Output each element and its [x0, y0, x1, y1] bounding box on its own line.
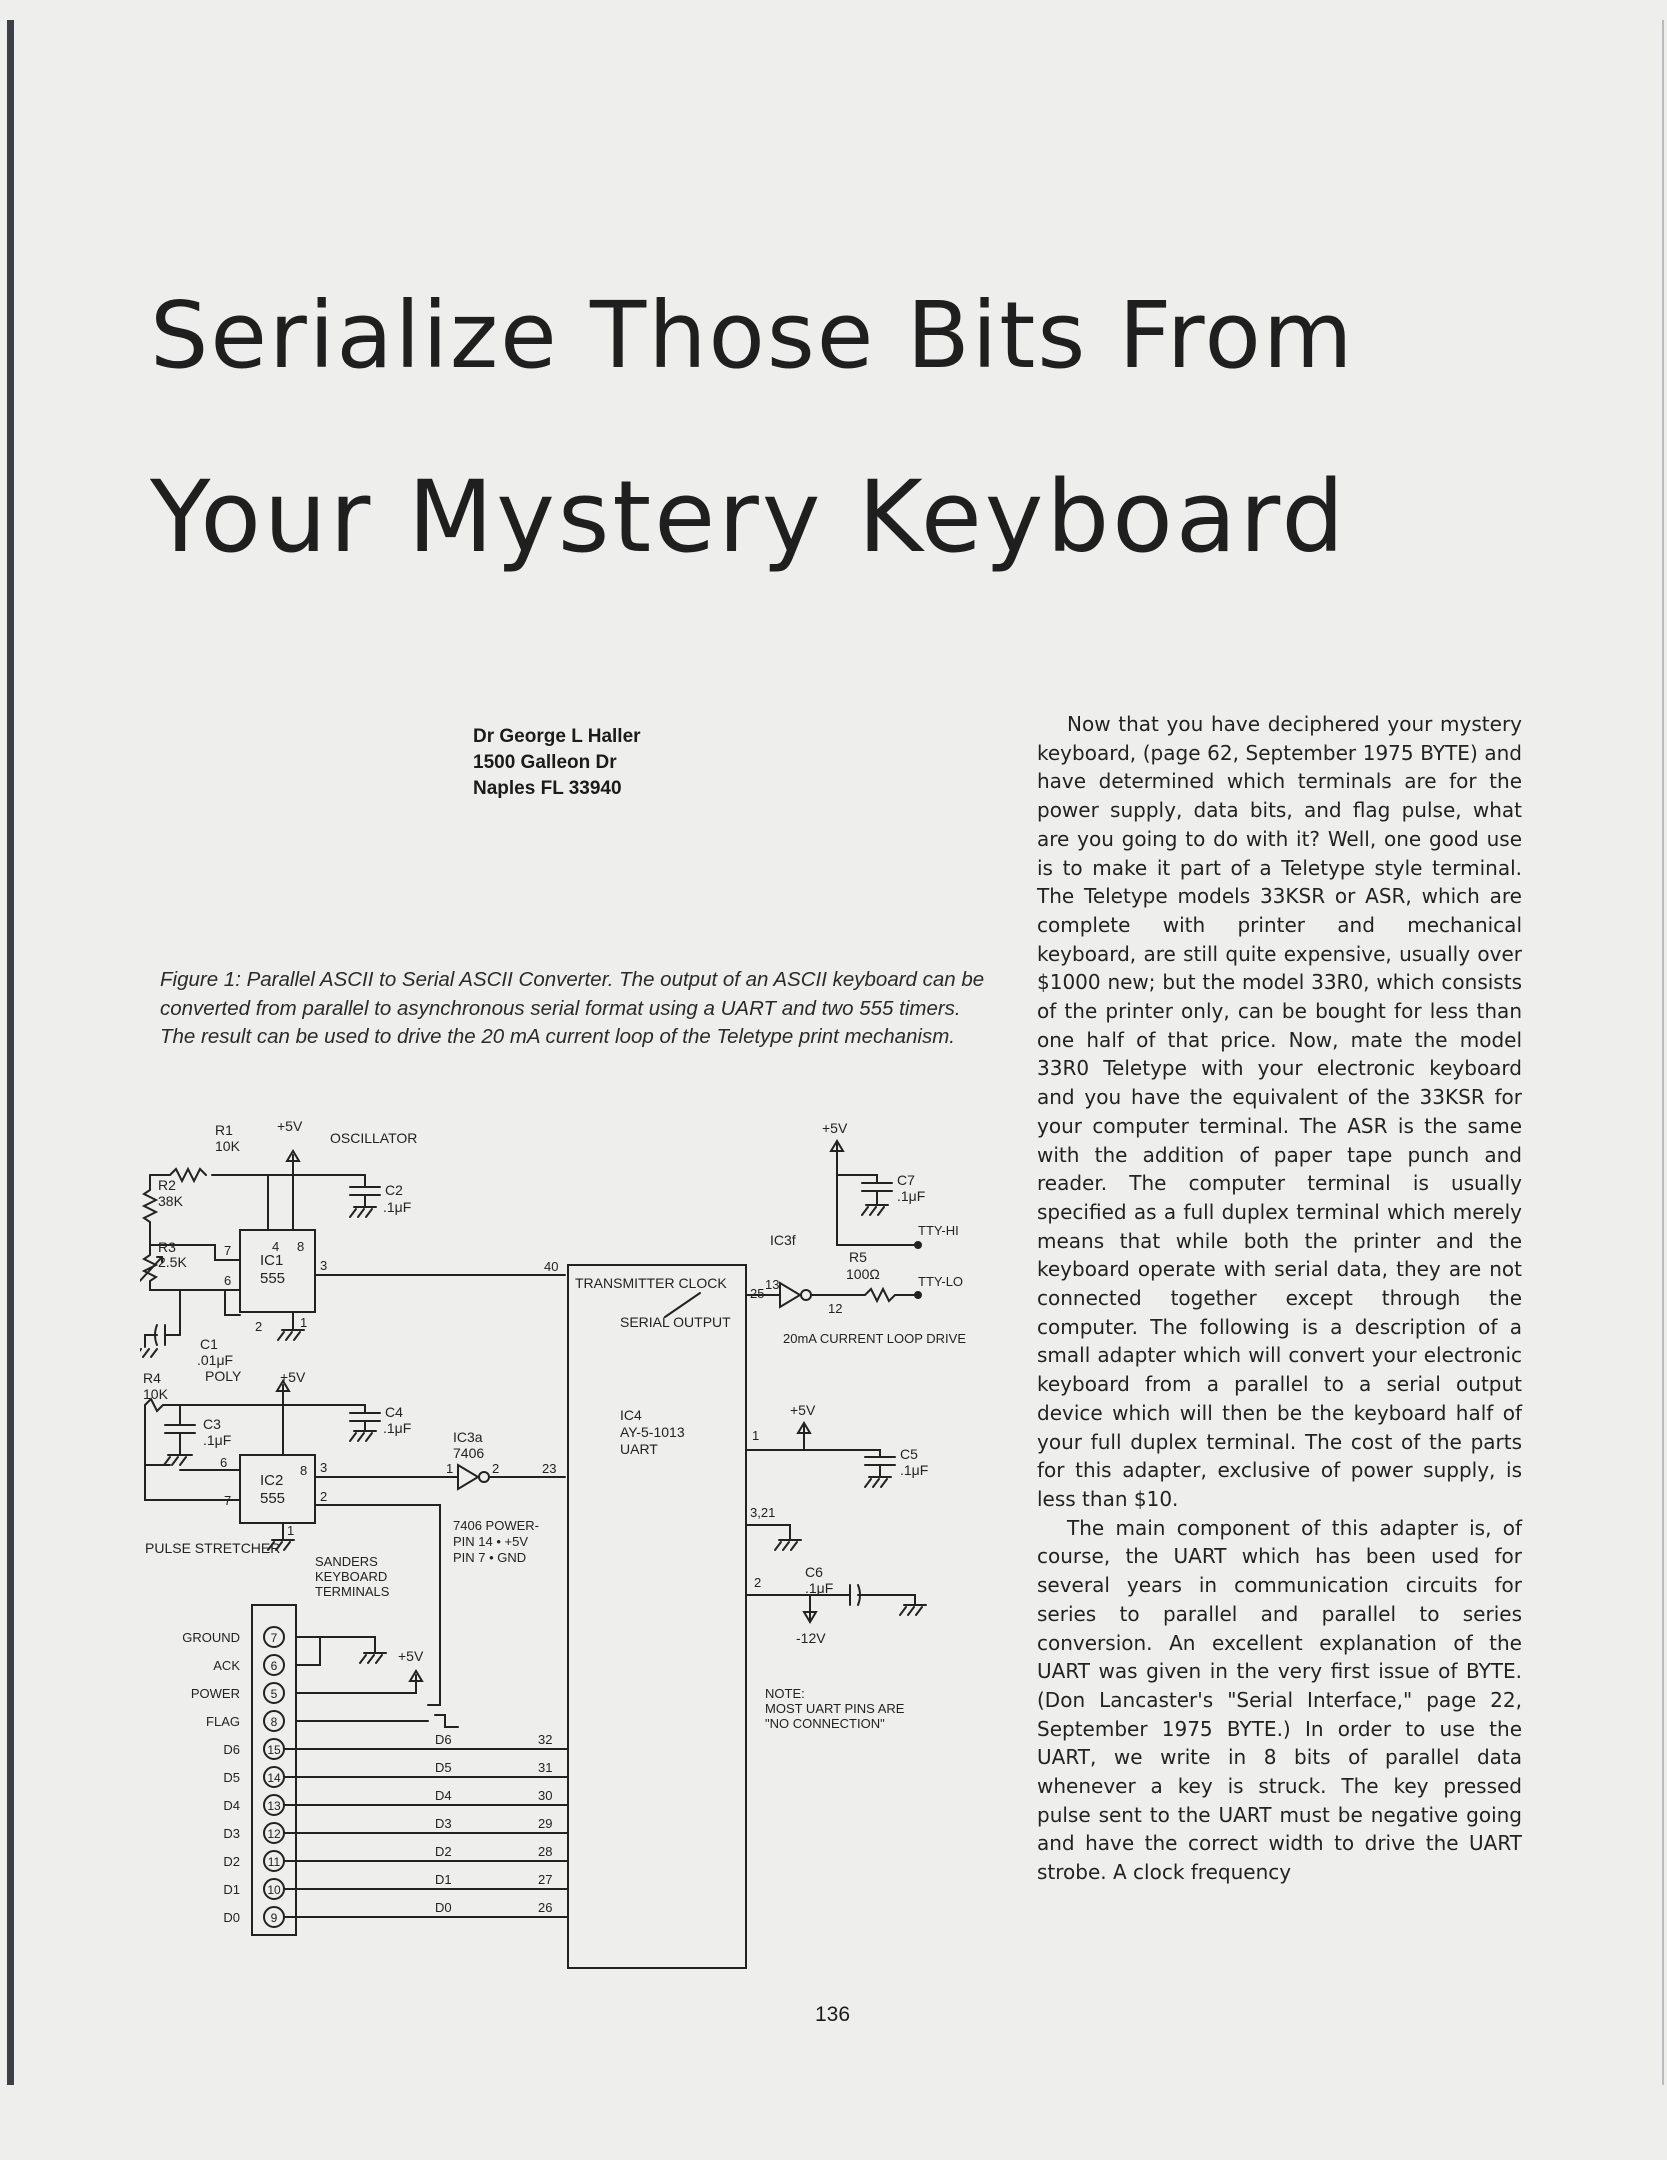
- ic3a-inverter: [315, 1465, 565, 1489]
- ic1-pin4-pin8-wire: [268, 1175, 293, 1230]
- r2-resistor: [144, 1175, 156, 1245]
- ic3a-pin-in: 1: [446, 1461, 454, 1476]
- plus5v-top: +5V: [822, 1120, 848, 1136]
- terminal-number-10: 10: [267, 1883, 281, 1897]
- uart-pin-28: 28: [538, 1844, 553, 1859]
- current-loop-label: 20mA CURRENT LOOP DRIVE: [783, 1331, 967, 1346]
- uart-input-label-d5: D5: [435, 1760, 452, 1775]
- ic2-pin2: 2: [320, 1489, 328, 1504]
- uart-ground-321: [746, 1525, 801, 1550]
- note-line3: "NO CONNECTION": [765, 1716, 885, 1731]
- minus12v-arrow: [804, 1595, 816, 1622]
- uart-input-label-d4: D4: [435, 1788, 452, 1803]
- note-line2: MOST UART PINS ARE: [765, 1701, 905, 1716]
- uart-pin-29: 29: [538, 1816, 553, 1831]
- terminal-number-6: 6: [270, 1659, 278, 1673]
- ic2-pin7: 7: [224, 1493, 232, 1508]
- r1-resistor: [150, 1169, 365, 1181]
- sanders-label-2: KEYBOARD: [315, 1569, 388, 1584]
- ic1-type: 555: [260, 1270, 286, 1287]
- ic4-uart-box: [568, 1265, 746, 1968]
- ic3a-pin-out: 2: [492, 1461, 500, 1476]
- c1-value: .01μF: [197, 1352, 234, 1368]
- ic2-pin8: 8: [300, 1463, 308, 1478]
- plus5v-keyboard: +5V: [398, 1648, 424, 1664]
- terminal-label-ack: ACK: [213, 1658, 240, 1673]
- ic4-kind: UART: [620, 1441, 658, 1457]
- terminal-label-power: POWER: [190, 1686, 240, 1701]
- oscillator-section: [140, 1118, 565, 1384]
- note-line1: NOTE:: [765, 1686, 805, 1701]
- body-paragraph-2: The main component of this adapter is, of course, the UART which has been used for several years in communication circuits for series to parallel and parallel to series conversion. An excellent explanation of the UART was given in the very first issue of BYTE. (Don Lancaster's "Serial Interface," page 22, September 1975 BYTE.) In order to use the UART, we write in 8 bits of parallel data whenever a key is struck. The key pressed pulse sent to the UART must be negative going and have the correct width to drive the UART strobe. A clock frequency: [1037, 1515, 1522, 1885]
- ic1-pin7: 7: [224, 1243, 232, 1258]
- plus5v-osc: +5V: [277, 1118, 303, 1134]
- circuit-schematic: [140, 1115, 1000, 1975]
- uart-input-label-d0: D0: [435, 1900, 452, 1915]
- right-margin-rule: [1662, 20, 1664, 2085]
- ic1-pin1: 1: [300, 1315, 308, 1330]
- c1-capacitor: [140, 1325, 180, 1357]
- c3-label: C3: [203, 1416, 221, 1432]
- ic3f-label: IC3f: [770, 1232, 796, 1248]
- terminal-label-flag: FLAG: [206, 1714, 240, 1729]
- c1-type: POLY: [205, 1368, 242, 1384]
- author-block: [473, 724, 641, 802]
- ic2-pin6: 6: [220, 1455, 228, 1470]
- article-title-line-2: Your Mystery Keyboard: [150, 460, 1348, 575]
- ic2-label: IC2: [260, 1472, 284, 1489]
- author-name: Dr George L Haller: [473, 726, 641, 747]
- figure-caption: Figure 1: Parallel ASCII to Serial ASCII Converter. The output of an ASCII keyboard can be converted from parallel to asynchronous serial format using a UART and two 555 timers. The result can be used to drive the 20 mA current loop of the Teletype print mechanism.: [160, 968, 985, 1048]
- ack-terminal-wire: [297, 1637, 320, 1665]
- terminal-number-11: 11: [267, 1855, 281, 1869]
- power-note-title: 7406 POWER-: [453, 1518, 539, 1533]
- ic3a-type: 7406: [453, 1445, 485, 1461]
- c7-label: C7: [897, 1172, 915, 1188]
- c2-value: .1μF: [383, 1199, 412, 1215]
- terminal-number-8: 8: [270, 1715, 278, 1729]
- ic1-pin2: 2: [255, 1319, 263, 1334]
- flag-pulse-symbol: [435, 1715, 458, 1727]
- terminal-number-13: 13: [267, 1799, 281, 1813]
- serial-output-label: SERIAL OUTPUT: [620, 1314, 731, 1330]
- plus5v-arrow-osc: [287, 1151, 299, 1175]
- ic3f-pin-in: 13: [765, 1277, 780, 1292]
- author-street: 1500 Galleon Dr: [473, 752, 617, 773]
- ic1-pin6-pin2-wire: [150, 1290, 240, 1335]
- power-note-line1: PIN 14 • +5V: [453, 1534, 529, 1549]
- ic1-label: IC1: [260, 1252, 284, 1269]
- terminal-label-ground: GROUND: [182, 1630, 240, 1645]
- sanders-label-1: SANDERS: [315, 1554, 378, 1569]
- ground-terminal-wire: [297, 1637, 386, 1663]
- minus12v-label: -12V: [796, 1630, 826, 1646]
- left-margin-rule: [7, 20, 14, 2085]
- c7-value: .1μF: [897, 1188, 926, 1204]
- ic1-pin4: 4: [272, 1239, 280, 1254]
- pulse-stretcher-label: PULSE STRETCHER: [145, 1540, 281, 1556]
- r4-value: 10K: [143, 1386, 168, 1402]
- terminal-label-d3: D3: [223, 1826, 240, 1841]
- uart-pin-40: 40: [544, 1259, 559, 1274]
- r4-label: R4: [143, 1370, 161, 1386]
- terminal-number-15: 15: [267, 1743, 281, 1757]
- transmitter-clock-label: TRANSMITTER CLOCK: [575, 1275, 727, 1291]
- r3-value: 2.5K: [158, 1254, 187, 1270]
- ic1-pin6: 6: [224, 1273, 232, 1288]
- page-number: 136: [815, 2003, 851, 2026]
- power-terminal-wire: [297, 1671, 422, 1693]
- sanders-keyboard-terminals: [182, 1554, 568, 1935]
- c5-value: .1μF: [900, 1462, 929, 1478]
- c3-value: .1μF: [203, 1432, 232, 1448]
- tty-lo-terminal: [915, 1292, 921, 1298]
- tty-lo-label: TTY-LO: [918, 1274, 964, 1289]
- power-note-line2: PIN 7 • GND: [453, 1550, 527, 1565]
- plus5v-c5: +5V: [790, 1402, 816, 1418]
- article-body: [1037, 710, 1522, 1887]
- ic2-type: 555: [260, 1490, 286, 1507]
- uart-input-label-d2: D2: [435, 1844, 452, 1859]
- article-title-line-1: Serialize Those Bits From: [150, 282, 1355, 389]
- r5-value: 100Ω: [846, 1266, 880, 1282]
- plus5v-ps: +5V: [280, 1369, 306, 1385]
- uart-pin-25: 25: [750, 1286, 765, 1301]
- r2-label: R2: [158, 1177, 176, 1193]
- c4-label: C4: [385, 1404, 403, 1420]
- terminal-number-5: 5: [270, 1687, 278, 1701]
- uart-input-label-d1: D1: [435, 1872, 452, 1887]
- uart-pin-31: 31: [538, 1760, 553, 1775]
- ic4-label: IC4: [620, 1407, 642, 1423]
- terminal-label-d6: D6: [223, 1742, 240, 1757]
- ic3f-pin-out: 12: [828, 1301, 843, 1316]
- uart-pin-26: 26: [538, 1900, 553, 1915]
- c4-value: .1μF: [383, 1420, 412, 1436]
- r5-label: R5: [849, 1249, 867, 1265]
- uart-pin-32: 32: [538, 1732, 553, 1747]
- ic2-pin1: 1: [287, 1523, 295, 1538]
- oscillator-label: OSCILLATOR: [330, 1130, 418, 1146]
- ic2-trigger-wire: [315, 1505, 440, 1705]
- c3-capacitor: [164, 1405, 195, 1465]
- uart-pin-321: 3,21: [750, 1505, 776, 1520]
- uart-pin-27: 27: [538, 1872, 553, 1887]
- tty-hi-label: TTY-HI: [918, 1223, 959, 1238]
- ic4-type: AY-5-1013: [620, 1424, 685, 1440]
- uart-input-label-d3: D3: [435, 1816, 452, 1831]
- c6-label: C6: [805, 1564, 823, 1580]
- uart-pin-30: 30: [538, 1788, 553, 1803]
- terminal-number-7: 7: [270, 1631, 278, 1645]
- uart-input-label-d6: D6: [435, 1732, 452, 1747]
- author-city: Naples FL 33940: [473, 778, 622, 799]
- c6-capacitor: [746, 1585, 926, 1615]
- uart-pin-1: 1: [752, 1428, 760, 1443]
- ic1-pin8: 8: [297, 1239, 305, 1254]
- r1-value: 10K: [215, 1138, 240, 1154]
- ic2-pin3: 3: [320, 1460, 328, 1475]
- c2-capacitor: [350, 1175, 380, 1217]
- c4-capacitor: [350, 1405, 380, 1441]
- c2-label: C2: [385, 1182, 403, 1198]
- uart-pin-2: 2: [754, 1575, 762, 1590]
- uart-pin-23: 23: [542, 1461, 557, 1476]
- terminal-label-d0: D0: [223, 1910, 240, 1925]
- c5-label: C5: [900, 1446, 918, 1462]
- ic1-pin3: 3: [320, 1258, 328, 1273]
- r3-label: R3: [158, 1239, 176, 1255]
- sanders-label-3: TERMINALS: [315, 1584, 390, 1599]
- c5-capacitor: [746, 1423, 895, 1487]
- r4-resistor: [145, 1381, 365, 1411]
- r1-label: R1: [215, 1122, 233, 1138]
- terminal-number-9: 9: [270, 1911, 278, 1925]
- terminal-label-d4: D4: [223, 1798, 240, 1813]
- r4-left-wire: [145, 1405, 240, 1500]
- c6-value: .1μF: [805, 1580, 834, 1596]
- terminal-label-d5: D5: [223, 1770, 240, 1785]
- body-paragraph-1: Now that you have deciphered your mystery keyboard, (page 62, September 1975 BYTE) and have determined which terminals are for the power supply, data bits, and flag pulse, what are you going to do with it? Well, one good use is to make it part of a Teletype style terminal. The Teletype models 33KSR or ASR, which are complete with printer and mechanical keyboard, are still quite expensive, usually over $1000 new; but the model 33R0, which consists of the printer only, can be bought for less than one half of that price. Now, mate the model 33R0 Teletype with your electronic keyboard and you have the equivalent of the 33KSR for your computer terminal. The ASR is the same with the addition of paper tape punch and reader. The computer terminal is usually specified as a full duplex terminal which merely means that while both the printer and the keyboard operate with serial data, they are not connected together except through the computer. The following is a description of a small adapter which will convert your electronic keyboard from a parallel to a serial output device which will then be the keyboard half of your full duplex terminal. The cost of the parts for this adapter, exclusive of power supply, is less than $10.: [1037, 712, 1522, 1511]
- ic3a-label: IC3a: [453, 1429, 483, 1445]
- c1-label: C1: [200, 1336, 218, 1352]
- terminal-number-12: 12: [267, 1827, 281, 1841]
- current-loop-section: [746, 1120, 966, 1731]
- r2-value: 38K: [158, 1193, 183, 1209]
- terminal-label-d1: D1: [223, 1882, 240, 1897]
- terminal-label-d2: D2: [223, 1854, 240, 1869]
- c7-capacitor: [837, 1175, 892, 1215]
- tty-hi-terminal: [915, 1242, 921, 1248]
- terminal-number-14: 14: [267, 1771, 281, 1785]
